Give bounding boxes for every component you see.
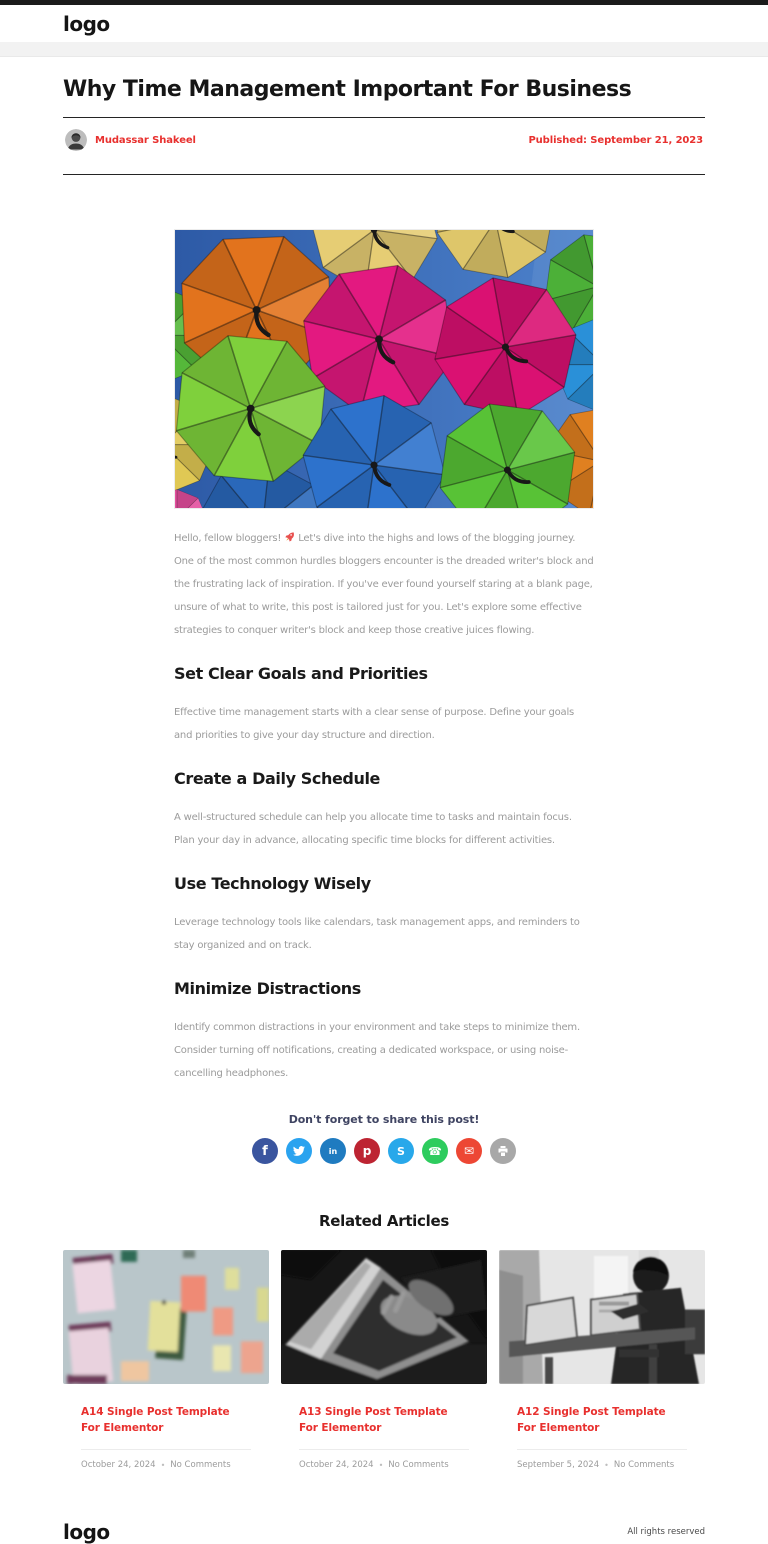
linkedin-icon: in [328, 1146, 338, 1156]
footer-logo[interactable]: logo [63, 1520, 110, 1544]
section-heading-3: Use Technology Wisely [174, 874, 371, 893]
article-body [174, 229, 594, 1085]
related-card-3-date: September 5, 2024 [517, 1460, 600, 1470]
related-card-2-meta [299, 1460, 469, 1470]
related-card-3-divider [517, 1449, 687, 1450]
linkedin-share-button[interactable] [320, 1138, 346, 1164]
related-card-1-meta [81, 1460, 251, 1470]
intro-paragraph: Hello, fellow bloggers! Let's dive into the highs and lows of the blogging journey. One of the most common hurdles bloggers encounter is the dreaded writer's block and the frustrating lack of inspiration. If you've ever found yourself staring at a blank page, unsure of what to write, this post is tailored just for you. Let's explore some effective strategies to conquer writer's block and keep those creative juices flowing. [174, 533, 594, 636]
footer-rights-text: All rights reserved [627, 1527, 705, 1537]
published-date: Published: September 21, 2023 [528, 134, 703, 146]
twitter-icon [293, 1145, 305, 1157]
related-card-3-thumbnail[interactable] [499, 1250, 705, 1384]
post-meta-row [63, 118, 705, 162]
facebook-share-button[interactable] [252, 1138, 278, 1164]
related-card-1-title[interactable]: A14 Single Post Template For Elementor [81, 1406, 230, 1434]
share-section [63, 1113, 705, 1164]
section-heading-4: Minimize Distractions [174, 979, 361, 998]
section-text-3: Leverage technology tools like calendars, task management apps, and reminders to stay organized and on track. [174, 917, 580, 951]
whatsapp-icon: ☎ [428, 1144, 442, 1158]
meta-dot-icon: • [604, 1460, 609, 1470]
email-icon: ✉ [463, 1144, 475, 1158]
section-text-4: Identify common distractions in your environment and take steps to minimize them. Consider turning off notifications, creating a dedicated workspace, or using noise-cancelling headphones. [174, 1022, 580, 1079]
related-card-1 [63, 1250, 269, 1470]
facebook-icon: f [262, 1143, 268, 1159]
related-articles-heading: Related Articles [319, 1212, 449, 1230]
pinterest-share-button[interactable] [354, 1138, 380, 1164]
avatar [65, 129, 87, 151]
header-divider-band [0, 42, 768, 57]
related-card-2 [281, 1250, 487, 1470]
author-name[interactable]: Mudassar Shakeel [95, 134, 196, 146]
related-card-2-thumbnail[interactable] [281, 1250, 487, 1384]
twitter-share-button[interactable] [286, 1138, 312, 1164]
related-card-3-comments[interactable]: No Comments [613, 1460, 675, 1470]
related-card-3-title[interactable]: A12 Single Post Template For Elementor [517, 1406, 666, 1434]
whatsapp-share-button[interactable] [422, 1138, 448, 1164]
meta-divider [63, 174, 705, 175]
meta-dot-icon: • [378, 1460, 384, 1470]
related-cards-row [63, 1250, 705, 1470]
print-button[interactable] [490, 1138, 516, 1164]
related-card-1-thumbnail[interactable] [63, 1250, 269, 1384]
related-card-3 [499, 1250, 705, 1470]
related-card-3-meta [517, 1460, 687, 1470]
related-card-1-divider [81, 1449, 251, 1450]
site-footer [0, 1506, 768, 1544]
site-header [0, 5, 768, 42]
main-content [63, 75, 705, 1470]
section-heading-2: Create a Daily Schedule [174, 769, 380, 788]
pinterest-icon: p [362, 1144, 372, 1158]
related-card-2-date: October 24, 2024 [299, 1460, 374, 1470]
printer-icon [497, 1145, 509, 1157]
email-share-button[interactable] [456, 1138, 482, 1164]
author-block[interactable] [65, 129, 196, 151]
related-card-2-title[interactable]: A13 Single Post Template For Elementor [299, 1406, 448, 1434]
share-buttons-row [63, 1138, 705, 1164]
related-card-1-comments[interactable]: No Comments [170, 1460, 231, 1470]
share-heading: Don't forget to share this post! [288, 1113, 480, 1126]
section-heading-1: Set Clear Goals and Priorities [174, 664, 428, 683]
post-hero-image [174, 229, 594, 509]
related-card-2-comments[interactable]: No Comments [388, 1460, 449, 1470]
section-text-2: A well-structured schedule can help you allocate time to tasks and maintain focus. Plan your day in advance, allocating specific time blocks for different activities. [174, 812, 572, 846]
related-card-1-date: October 24, 2024 [81, 1460, 156, 1470]
related-articles-section [63, 1212, 705, 1470]
page-title: Why Time Management Important For Business [63, 77, 632, 102]
skype-share-button[interactable] [388, 1138, 414, 1164]
related-card-2-divider [299, 1449, 469, 1450]
meta-dot-icon: • [160, 1460, 166, 1470]
rocket-emoji-icon [284, 531, 295, 542]
site-logo[interactable]: logo [63, 11, 110, 36]
section-text-1: Effective time management starts with a clear sense of purpose. Define your goals and priorities to give your day structure and direction. [174, 707, 575, 741]
skype-icon: S [397, 1144, 405, 1158]
